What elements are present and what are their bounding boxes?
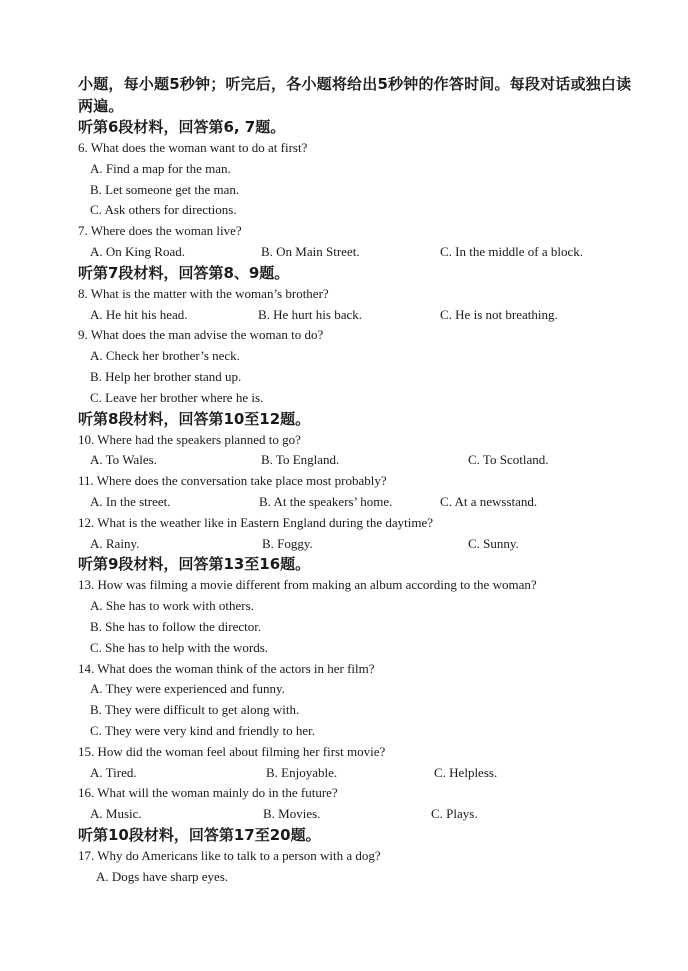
options-row-15 — [78, 763, 638, 784]
option-12b: B. Foggy. — [262, 535, 313, 551]
option-8a: A. He hit his head. — [90, 306, 188, 322]
option-7c: C. In the middle of a block. — [440, 243, 583, 259]
section-heading: 听第7段材料，回答第8、9题。 — [78, 263, 290, 282]
option-16a: A. Music. — [90, 806, 142, 822]
option-8c: C. He is not breathing. — [440, 306, 558, 322]
option-9b: B. Help her brother stand up. — [90, 368, 242, 384]
option-9c: C. Leave her brother where he is. — [90, 389, 264, 405]
option-11b: B. At the speakers’ home. — [259, 493, 393, 509]
option-17a: A. Dogs have sharp eyes. — [96, 868, 229, 884]
section-heading: 听第8段材料，回答第10至12题。 — [78, 409, 311, 428]
options-row-12 — [78, 534, 638, 555]
question-10: 10. Where had the speakers planned to go? — [78, 431, 301, 447]
option-13c: C. She has to help with the words. — [90, 639, 269, 655]
option-10b: B. To England. — [261, 452, 340, 468]
exam-page — [78, 73, 638, 888]
question-16: 16. What will the woman mainly do in the future? — [78, 785, 338, 801]
option-10a: A. To Wales. — [90, 452, 157, 468]
option-7b: B. On Main Street. — [261, 243, 360, 259]
options-row-16 — [78, 804, 638, 825]
section-heading: 听第6段材料，回答第6, 7题。 — [78, 118, 286, 136]
option-7a: A. On King Road. — [90, 243, 185, 259]
option-9a: A. Check her brother’s neck. — [90, 348, 240, 364]
question-17: 17. Why do Americans like to talk to a person with a dog? — [78, 847, 381, 863]
option-8b: B. He hurt his back. — [258, 306, 362, 322]
question-15: 15. How did the woman feel about filming her first movie? — [78, 743, 386, 759]
question-11: 11. Where does the conversation take place most probably? — [78, 473, 387, 489]
option-14a: A. They were experienced and funny. — [90, 681, 285, 697]
instructions-text: 小题，每小题5秒钟；听完后，各小题将给出5秒钟的作答时间。每段对话或独白读两遍。 — [78, 75, 632, 115]
option-11c: C. At a newsstand. — [440, 493, 538, 509]
option-6a: A. Find a map for the man. — [90, 160, 231, 176]
option-16c: C. Plays. — [431, 806, 478, 822]
section-heading: 听第10段材料，回答第17至20题。 — [78, 825, 321, 844]
option-16b: B. Movies. — [263, 806, 321, 822]
question-8: 8. What is the matter with the woman’s brother? — [78, 285, 329, 301]
options-row-11 — [78, 492, 638, 513]
options-row-7 — [78, 242, 638, 263]
options-row-10 — [78, 450, 638, 471]
option-10c: C. To Scotland. — [468, 452, 549, 468]
option-12a: A. Rainy. — [90, 535, 140, 551]
question-9: 9. What does the man advise the woman to do? — [78, 327, 324, 343]
option-11a: A. In the street. — [90, 493, 171, 509]
question-7: 7. Where does the woman live? — [78, 223, 242, 239]
option-15c: C. Helpless. — [434, 764, 498, 780]
option-14c: C. They were very kind and friendly to her. — [90, 722, 316, 738]
option-13a: A. She has to work with others. — [90, 598, 254, 614]
option-15a: A. Tired. — [90, 764, 137, 780]
question-6: 6. What does the woman want to do at first? — [78, 140, 308, 155]
option-15b: B. Enjoyable. — [266, 764, 338, 780]
question-14: 14. What does the woman think of the actors in her film? — [78, 660, 375, 676]
question-12: 12. What is the weather like in Eastern England during the daytime? — [78, 514, 433, 530]
option-12c: C. Sunny. — [468, 535, 519, 551]
option-13b: B. She has to follow the director. — [90, 618, 262, 634]
option-14b: B. They were difficult to get along with. — [90, 702, 300, 718]
options-row-8 — [78, 305, 638, 326]
question-13: 13. How was filming a movie different from making an album according to the woman? — [78, 577, 537, 593]
section-heading: 听第9段材料，回答第13至16题。 — [78, 555, 311, 574]
option-6b: B. Let someone get the man. — [90, 181, 240, 197]
option-6c: C. Ask others for directions. — [90, 202, 237, 218]
